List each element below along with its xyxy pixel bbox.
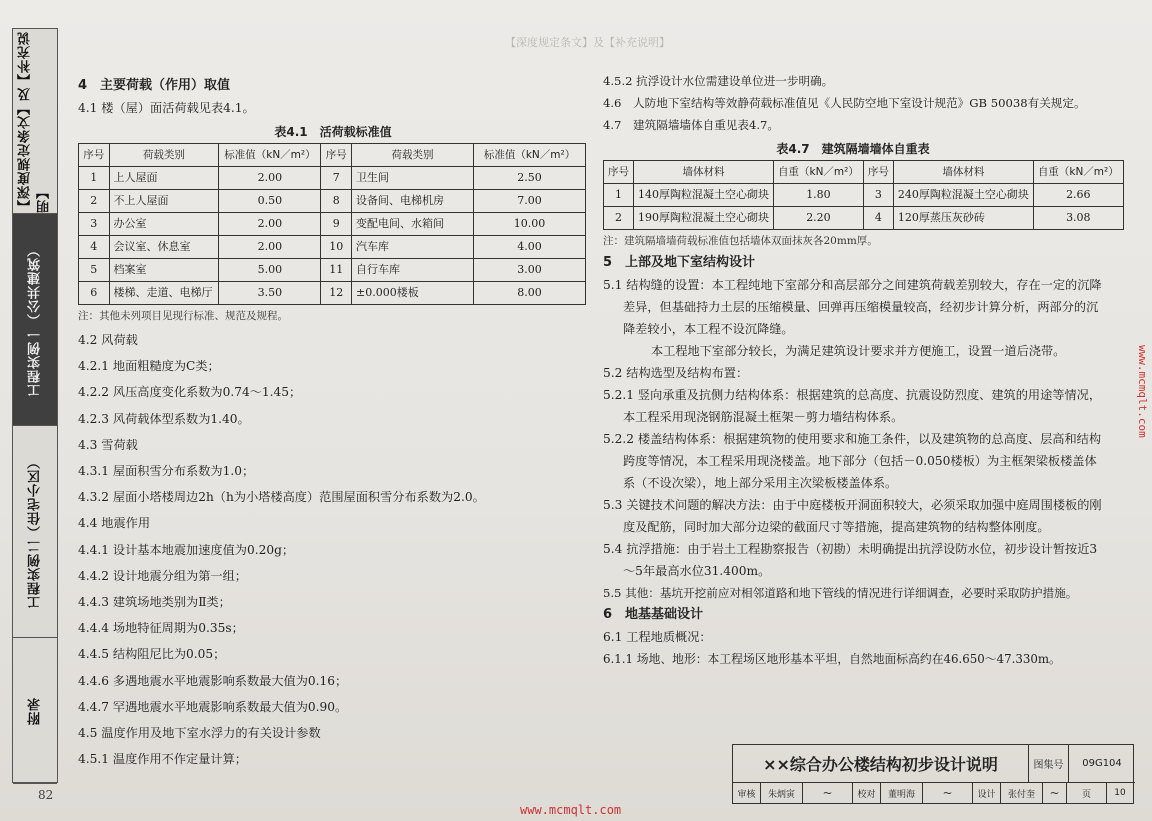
sidebar-tab-2 [13, 214, 57, 426]
right-column [603, 70, 1119, 670]
table-header-cell: 荷载类别 [109, 144, 219, 167]
text-line: 4.7 建筑隔墙墙体自重见表4.7。 [603, 118, 780, 132]
right-top-lines [603, 70, 1103, 136]
table-cell: 1.80 [774, 184, 864, 207]
table-cell: 8 [321, 190, 352, 213]
checker-signature: ~ [923, 783, 973, 803]
table-4-7-note: 注：建筑隔墙墙荷载标准值包括墙体双面抹灰各20mm厚。 [603, 235, 878, 247]
text-line: 4.4.1 设计基本地震加速度值为0.20g； [78, 542, 295, 557]
section-6-title: 6 地基基础设计 [603, 607, 704, 622]
designer-name: 张付奎 [1001, 783, 1043, 803]
table-cell: 240厚陶粒混凝土空心砌块 [893, 184, 1033, 207]
table-header-cell: 自重（kN／m²） [774, 161, 864, 184]
signature-row [733, 783, 1133, 803]
text-line: 4.3.1 屋面积雪分布系数为1.0； [78, 464, 255, 479]
section-5-1-b: 本工程地下室部分较长，为满足建筑设计要求并方便施工，设置一道后浇带。 [651, 344, 1066, 358]
table-cell: 档案室 [109, 259, 219, 282]
table-cell: 7 [321, 167, 352, 190]
table-header-cell: 序号 [79, 144, 110, 167]
table-cell: 2.66 [1033, 184, 1123, 207]
side-watermark-url: www.mcmqlt.com [1136, 345, 1149, 438]
table-cell: 上人屋面 [109, 167, 219, 190]
table-cell: 7.00 [474, 190, 586, 213]
table-cell: 变配电间、水箱间 [352, 213, 474, 236]
designer-signature: ~ [1043, 783, 1067, 803]
left-column [78, 75, 588, 772]
table-cell: 设备间、电梯机房 [352, 190, 474, 213]
table-header-cell: 墙体材料 [893, 161, 1033, 184]
table-cell: 10.00 [474, 213, 586, 236]
table-cell: ±0.000楼板 [352, 282, 474, 305]
table-cell: 卫生间 [352, 167, 474, 190]
page-label: 页 [1067, 783, 1107, 803]
design-label: 设计 [973, 783, 1001, 803]
table-4-7-caption: 表4.7 建筑隔墙墙体自重表 [776, 142, 930, 156]
table-header-cell: 标准值（kN／m²） [474, 144, 586, 167]
table-row [604, 207, 1124, 230]
table-header-cell: 标准值（kN／m²） [219, 144, 321, 167]
table-row [79, 282, 586, 305]
table-cell: 3 [79, 213, 110, 236]
table-4-1-note: 注：其他未列项目见现行标准、规范及规程。 [78, 310, 288, 322]
review-label: 审核 [733, 783, 761, 803]
table-cell: 190厚陶粒混凝土空心砌块 [634, 207, 774, 230]
left-lines [78, 327, 588, 772]
table-row [79, 167, 586, 190]
table-cell: 不上人屋面 [109, 190, 219, 213]
drawing-title: ××综合办公楼结构初步设计说明 [733, 745, 1029, 783]
table-cell: 办公室 [109, 213, 219, 236]
text-line: 4.4 地震作用 [78, 516, 151, 531]
section-5-1: 5.1 结构缝的设置：本工程纯地下室部分和高层部分之间建筑荷载差别较大，存在一定的沉降差异，但基础持力土层的压缩模量、回弹再压缩模量较高，经初步计算分析，两部分的沉降差较小，本工程不设沉降缝。 [603, 278, 1102, 336]
sidebar-tab-label: 附录 [27, 696, 43, 725]
table-cell: 140厚陶粒混凝土空心砌块 [634, 184, 774, 207]
section-4-1: 4.1 楼（屋）面活荷载见表4.1。 [78, 101, 255, 115]
section-5-2: 5.2 结构选型及结构布置： [603, 366, 749, 380]
text-line: 4.3 雪荷载 [78, 437, 138, 452]
table-cell: 10 [321, 236, 352, 259]
table-4-7 [603, 160, 1124, 230]
table-cell: 汽车库 [352, 236, 474, 259]
atlas-number: 09G104 [1069, 745, 1135, 783]
table-cell: 3 [863, 184, 893, 207]
section-5-3: 5.3 关键技术问题的解决方法：由于中庭楼板开洞面积较大，必须采取加强中庭周围楼板的刚度及配筋，同时加大部分边梁的截面尺寸等措施，提高建筑物的结构整体刚度。 [603, 498, 1102, 534]
table-row [79, 236, 586, 259]
reviewer-name: 朱炳寅 [761, 783, 803, 803]
section-5-5: 5.5 其他：基坑开挖前应对相邻道路和地下管线的情况进行详细调查，必要时采取防护措施。 [603, 586, 1078, 600]
text-line: 4.4.3 建筑场地类别为Ⅱ类； [78, 595, 231, 610]
table-row [604, 184, 1124, 207]
table-header-row [604, 161, 1124, 184]
table-cell: 2 [79, 190, 110, 213]
table-header-cell: 序号 [863, 161, 893, 184]
table-cell: 3.50 [219, 282, 321, 305]
table-cell: 6 [79, 282, 110, 305]
text-line: 4.4.7 罕遇地震水平地震影响系数最大值为0.90。 [78, 699, 348, 714]
table-cell: 4.00 [474, 236, 586, 259]
page-number: 82 [38, 788, 54, 802]
table-cell: 120厚蒸压灰砂砖 [893, 207, 1033, 230]
table-cell: 12 [321, 282, 352, 305]
table-header-cell: 墙体材料 [634, 161, 774, 184]
table-row [79, 259, 586, 282]
text-line: 4.4.6 多遇地震水平地震影响系数最大值为0.16； [78, 673, 348, 688]
table-cell: 5 [79, 259, 110, 282]
table-header-cell: 序号 [604, 161, 634, 184]
table-cell: 2.00 [219, 213, 321, 236]
text-line: 4.4.4 场地特征周期为0.35s； [78, 621, 244, 636]
chapter-sidebar [12, 28, 58, 783]
table-cell: 2.20 [774, 207, 864, 230]
table-cell: 3.08 [1033, 207, 1123, 230]
section-4-title: 4 主要荷载（作用）取值 [78, 78, 231, 93]
text-line: 4.5.2 抗浮设计水位需建设单位进一步明确。 [603, 74, 834, 88]
sidebar-tab-1 [13, 29, 57, 214]
table-cell: 自行车库 [352, 259, 474, 282]
table-header-cell: 序号 [321, 144, 352, 167]
table-cell: 2.00 [219, 236, 321, 259]
table-cell: 11 [321, 259, 352, 282]
text-line: 4.2 风荷载 [78, 333, 138, 347]
table-4-1-caption: 表4.1 活荷载标准值 [274, 125, 392, 139]
table-cell: 2.50 [474, 167, 586, 190]
text-line: 4.6 人防地下室结构等效静荷载标准值见《人民防空地下室设计规范》GB 50038有关规定。 [603, 96, 1086, 110]
table-cell: 1 [79, 167, 110, 190]
reviewer-signature: ~ [803, 783, 853, 803]
sheet-page: 10 [1114, 788, 1126, 798]
check-label: 校对 [853, 783, 881, 803]
section-6-1-1: 6.1.1 场地、地形：本工程场区地形基本平坦，自然地面标高约在46.650～47.330m。 [603, 652, 1061, 666]
section-5-title: 5 上部及地下室结构设计 [603, 255, 756, 270]
section-5-2-2: 5.2.2 楼盖结构体系：根据建筑物的使用要求和施工条件，以及建筑物的总高度、层高和结构跨度等情况，本工程采用现浇楼盖。地下部分（包括－0.050楼板）为主框架梁板楼盖体系（不设次梁），地上部分采用主次梁板楼盖体系。 [603, 432, 1102, 490]
sidebar-tab-label: 工程实例一（公共建筑） [27, 242, 43, 397]
table-header-cell: 自重（kN／m²） [1033, 161, 1123, 184]
table-cell: 4 [79, 236, 110, 259]
title-block [732, 744, 1134, 804]
text-line: 4.4.5 结构阻尼比为0.05； [78, 647, 226, 662]
atlas-label: 图集号 [1029, 745, 1069, 783]
checker-name: 董明海 [881, 783, 923, 803]
table-cell: 3.00 [474, 259, 586, 282]
table-cell: 9 [321, 213, 352, 236]
section-5-2-1: 5.2.1 竖向承重及抗侧力结构体系：根据建筑的总高度、抗震设防烈度、建筑的用途等情况，本工程采用现浇钢筋混凝土框架－剪力墙结构体系。 [603, 388, 1102, 424]
section-6-1: 6.1 工程地质概况： [603, 630, 712, 644]
faded-header-text: 【深度规定条文】及【补充说明】 [505, 36, 670, 49]
table-header-cell: 荷载类别 [352, 144, 474, 167]
text-line: 4.4.2 设计地震分组为第一组； [78, 568, 247, 583]
text-line: 4.2.1 地面粗糙度为C类； [78, 359, 220, 374]
table-row [79, 190, 586, 213]
sidebar-tab-label: 工程实例二（住宅小区） [27, 454, 43, 609]
table-4-1 [78, 143, 586, 305]
table-cell: 会议室、休息室 [109, 236, 219, 259]
table-row [79, 213, 586, 236]
text-line: 4.5 温度作用及地下室水浮力的有关设计参数 [78, 726, 321, 741]
text-line: 4.5.1 温度作用不作定量计算； [78, 752, 247, 767]
table-cell: 楼梯、走道、电梯厅 [109, 282, 219, 305]
text-line: 4.2.3 风荷载体型系数为1.40。 [78, 411, 250, 426]
sidebar-tab-3 [13, 426, 57, 638]
sidebar-tab-4 [13, 638, 57, 784]
table-cell: 0.50 [219, 190, 321, 213]
table-cell: 2 [604, 207, 634, 230]
text-line: 4.2.2 风压高度变化系数为0.74～1.45； [78, 385, 302, 400]
table-cell: 8.00 [474, 282, 586, 305]
section-5-4: 5.4 抗浮措施：由于岩土工程勘察报告（初勘）未明确提出抗浮设防水位，初步设计暂按近3～5年最高水位31.400m。 [603, 542, 1098, 578]
watermark-url: www.mcmqlt.com [520, 803, 622, 817]
table-header-row [79, 144, 586, 167]
table-cell: 5.00 [219, 259, 321, 282]
sidebar-tab-label: 【深度规定条文】及【补充说明】 [18, 31, 52, 213]
table-cell: 1 [604, 184, 634, 207]
table-cell: 2.00 [219, 167, 321, 190]
text-line: 4.3.2 屋面小塔楼周边2h（h为小塔楼高度）范围屋面积雪分布系数为2.0。 [78, 490, 485, 505]
table-cell: 4 [863, 207, 893, 230]
